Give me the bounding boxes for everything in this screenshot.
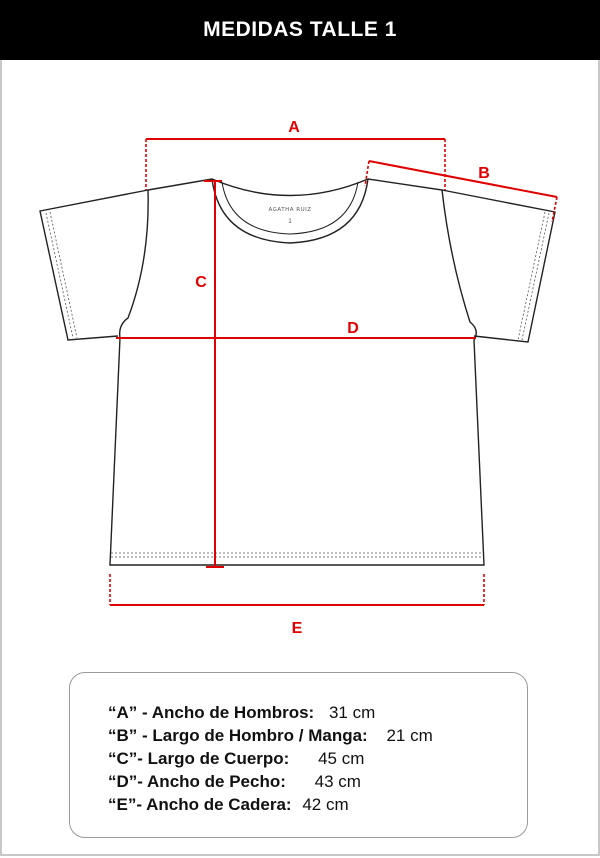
- legend-value-b: 21 cm: [386, 726, 433, 745]
- label-c: C: [195, 274, 207, 291]
- legend-row-b: [108, 726, 433, 746]
- left-sleeve-stitch: [46, 213, 73, 338]
- tag-size: 1: [288, 218, 292, 225]
- legend-row-d: [108, 772, 361, 792]
- measurement-labels: [195, 119, 490, 637]
- tshirt-body-outline: [110, 179, 484, 565]
- legend-row-a: [108, 703, 375, 723]
- legend-value-d: 43 cm: [314, 772, 361, 791]
- legend-row-e: [108, 795, 349, 815]
- legend-key-e: “E”- Ancho de Cadera:: [108, 795, 292, 814]
- neck-tag: [268, 207, 311, 225]
- measurements-legend: [69, 672, 528, 838]
- tag-brand: AGATHA RUIZ: [268, 207, 312, 213]
- legend-value-c: 45 cm: [318, 749, 365, 768]
- label-a: A: [288, 119, 300, 136]
- left-sleeve-outline: [40, 190, 148, 340]
- page-title: MEDIDAS TALLE 1: [203, 18, 397, 41]
- tshirt-outline: [40, 179, 555, 565]
- legend-key-c: “C”- Largo de Cuerpo:: [108, 749, 290, 768]
- label-b: B: [478, 165, 490, 182]
- measurement-lines: [110, 139, 557, 605]
- right-sleeve-stitch: [522, 213, 549, 340]
- legend-row-c: [108, 749, 364, 769]
- legend-value-e: 42 cm: [302, 795, 349, 814]
- measure-b-line: [369, 161, 557, 197]
- measure-b-right-guide: [552, 197, 557, 222]
- legend-key-d: “D”- Ancho de Pecho:: [108, 772, 286, 791]
- label-e: E: [291, 620, 303, 637]
- right-sleeve-outline: [442, 190, 555, 342]
- legend-key-b: “B” - Largo de Hombro / Manga:: [108, 726, 368, 745]
- label-d: D: [347, 320, 359, 337]
- right-sleeve-stitch-2: [518, 212, 545, 340]
- legend-value-a: 31 cm: [328, 703, 376, 722]
- legend-key-a: “A” - Ancho de Hombros:: [108, 703, 315, 722]
- stitching: [46, 212, 549, 557]
